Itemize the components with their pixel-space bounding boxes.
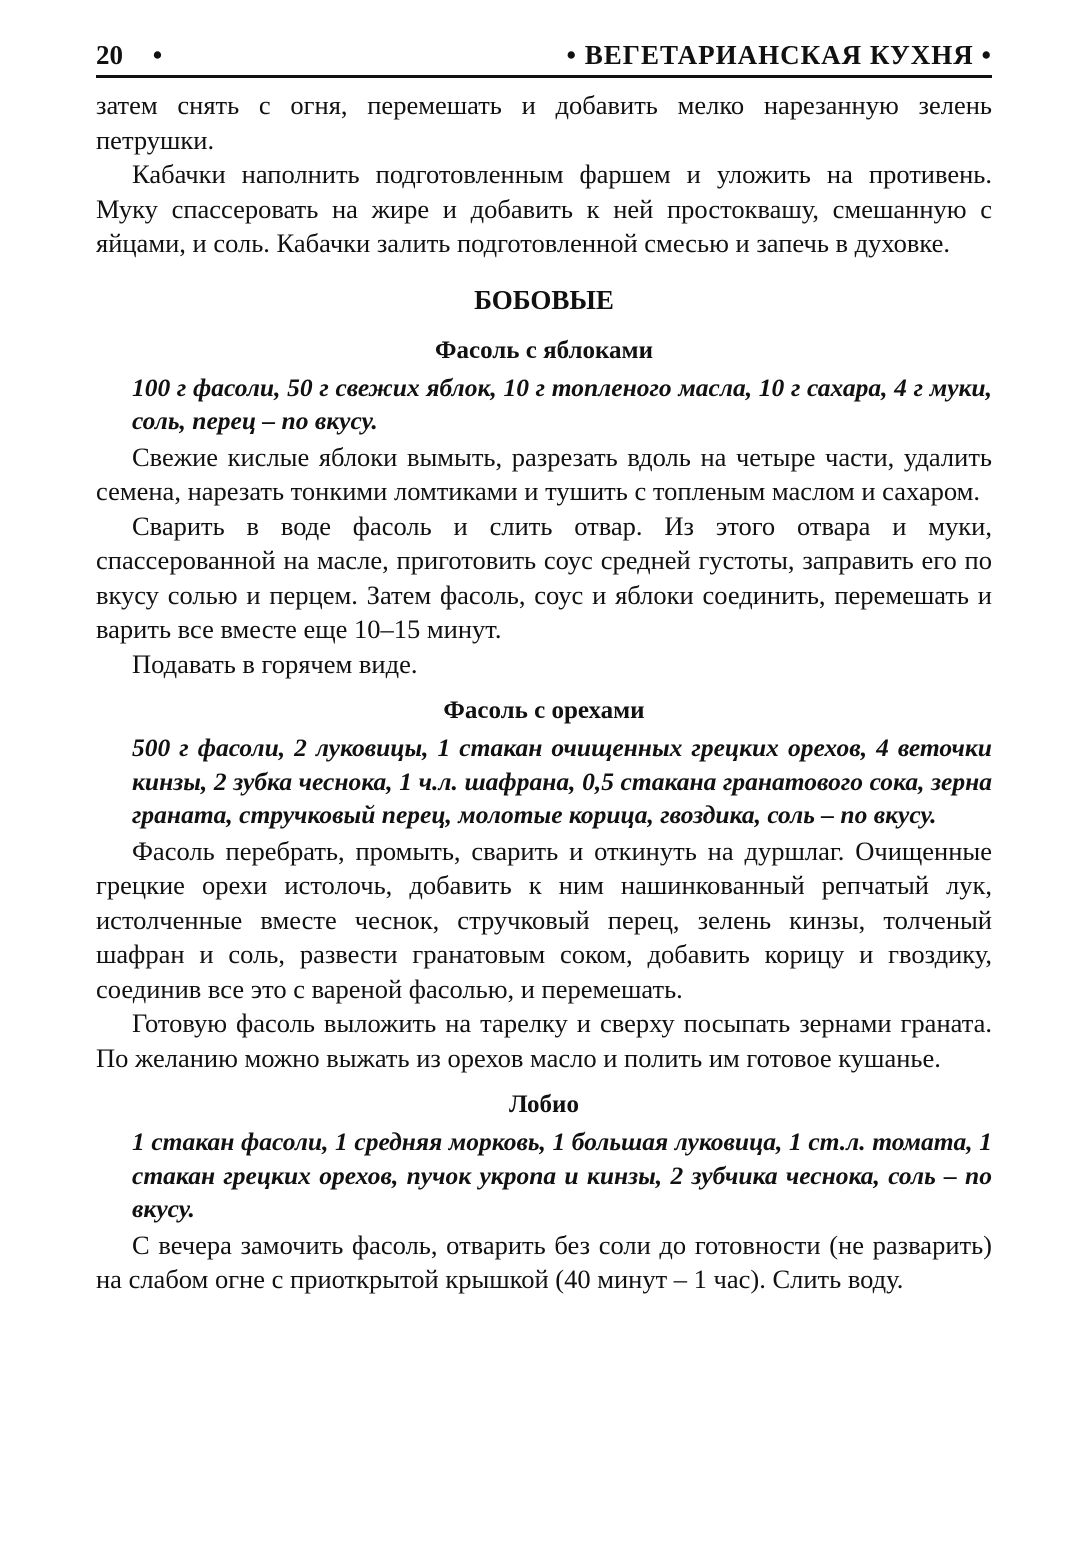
recipe-title: Лобио: [509, 1091, 579, 1118]
recipe-step: Свежие кислые яблоки вымыть, разрезать вдоль на четыре части, удалить семена, нарезать тонкими ломтиками и тушить с топленым маслом и сахаром.: [96, 441, 992, 506]
recipe-step: Сварить в воде фасоль и слить отвар. Из этого отвара и муки, спассерованной на масле, приготовить соус средней густоты, заправить его по вкусу солью и перцем. Затем фасоль, соус и яблоки соединить, перемешать и варить все вместе еще 10–15 минут.: [96, 510, 992, 644]
header-bullet: •: [152, 40, 164, 70]
recipe-step: Готовую фасоль выложить на тарелку и сверху посыпать зернами граната. По желанию можно выжать из орехов масло и полить им готовое кушанье.: [96, 1008, 992, 1073]
recipe-title: Фасоль с яблоками: [435, 336, 653, 364]
recipe-step: Подавать в горячем виде.: [132, 648, 418, 679]
recipe-ingredients: 1 стакан фасоли, 1 средняя морковь, 1 большая луковица, 1 ст.л. томата, 1 стакан грецких орехов, пучок укропа и кинзы, 2 зубчика чеснока, соль – по вкусу.: [132, 1127, 992, 1223]
recipe-ingredients: 100 г фасоли, 50 г свежих яблок, 10 г топленого масла, 10 г сахара, 4 г муки, соль, перец – по вкусу.: [132, 372, 992, 435]
intro-paragraph: затем снять с огня, перемешать и добавить мелко нарезанную зелень петрушки.: [96, 90, 992, 155]
book-page: [96, 40, 992, 1297]
recipe-step: Фасоль перебрать, промыть, сварить и откинуть на дуршлаг. Очищенные грецкие орехи истолочь, добавить к ним нашинкованный репчатый лук, истолченные вместе чеснок, стручковый перец, зелень кинзы, толченый шафран и соль, развести гранатовым соком, добавить корицу и гвоздику, соединив все это с вареной фасолью, и перемешать.: [96, 835, 992, 1004]
intro-paragraph: Кабачки наполнить подготовленным фаршем и уложить на противень. Муку спассеровать на жире и добавить к ней простоквашу, смешанную с яйцами, и соль. Кабачки залить подготовленной смесью и запечь в духовке.: [96, 159, 992, 258]
recipe-title: Фасоль с орехами: [443, 697, 645, 724]
book-title: • ВЕГЕТАРИАНСКАЯ КУХНЯ •: [566, 40, 992, 70]
section-title: БОБОВЫЕ: [474, 284, 614, 315]
page-number: 20: [96, 40, 123, 70]
recipe-ingredients: 500 г фасоли, 2 луковицы, 1 стакан очищенных грецких орехов, 4 веточки кинзы, 2 зубка чеснока, 1 ч.л. шафрана, 0,5 стакана гранатового сока, зерна граната, стручковый перец, молотые корица, гвоздика, соль – по вкусу.: [132, 733, 992, 829]
running-head: [96, 40, 992, 78]
header-left: [96, 40, 163, 71]
recipe-step: С вечера замочить фасоль, отварить без соли до готовности (не разварить) на слабом огне с приоткрытой крышкой (40 минут – 1 час). Слить воду.: [96, 1229, 992, 1294]
